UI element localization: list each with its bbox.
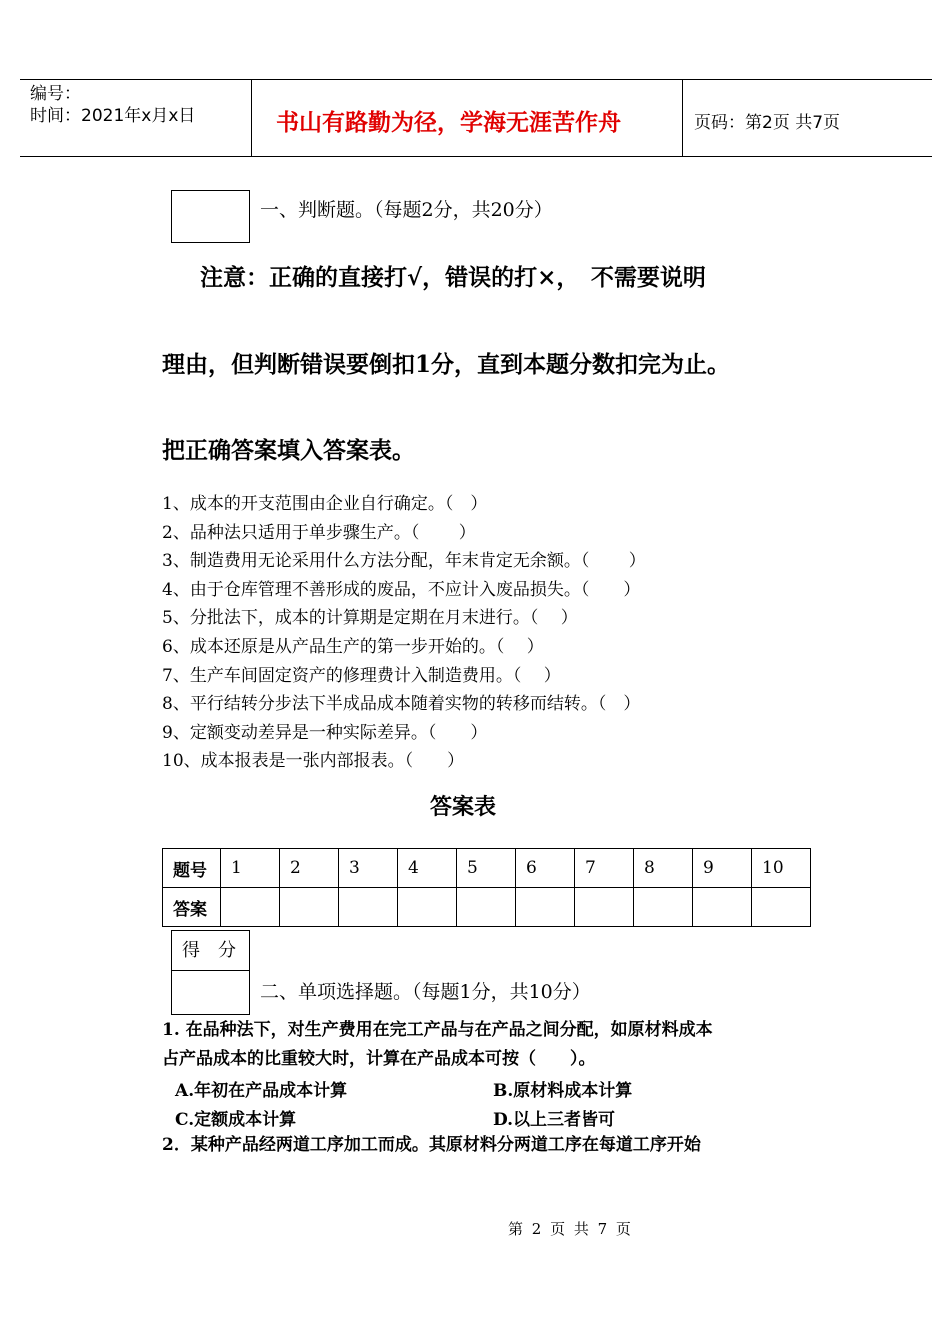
header-top-rule [20,79,932,80]
mc-option-a: A.年初在产品成本计算 [175,1081,348,1101]
header-divider-2 [682,79,683,157]
header-bottom-rule [20,156,932,157]
table-cell: 2 [280,849,339,888]
answer-cell[interactable] [457,888,516,927]
list-item: 3、制造费用无论采用什么方法分配，年末肯定无余额。（ ） [162,551,646,572]
header-motto: 书山有路勤为径，学海无涯苦作舟 [276,110,621,136]
answer-cell[interactable] [575,888,634,927]
header-page-label: 页码：第2页 共7页 [694,113,841,133]
table-header-cell: 题号 [163,849,221,888]
doc-number-label: 编号： [30,84,81,104]
table-cell: 8 [634,849,693,888]
score-box-section1 [171,190,250,243]
answer-cell[interactable] [634,888,693,927]
section1-note-line1: 注意：正确的直接打√，错误的打×， 不需要说明 [200,264,706,291]
section1-note-line3: 把正确答案填入答案表。 [162,437,415,464]
answer-cell[interactable] [693,888,752,927]
score-box-divider [171,970,250,971]
true-false-question-list [162,490,646,776]
score-box-label: 得 分 [182,940,236,961]
table-cell: 10 [752,849,811,888]
answer-cell[interactable] [221,888,280,927]
doc-time-label: 时间：2021年x月x日 [30,106,196,126]
mc-option-b: B.原材料成本计算 [493,1081,633,1101]
table-cell: 1 [221,849,280,888]
mc-question-1-line1: 1. 在品种法下，对生产费用在完工产品与在产品之间分配，如原材料成本 [162,1020,713,1040]
answer-cell[interactable] [280,888,339,927]
list-item: 4、由于仓库管理不善形成的废品，不应计入废品损失。（ ） [162,579,641,600]
answer-table-title: 答案表 [430,794,497,820]
mc-question-2-line1: 2．某种产品经两道工序加工而成。其原材料分两道工序在每道工序开始 [162,1135,701,1155]
table-row [163,888,811,927]
answer-cell[interactable] [339,888,398,927]
section1-title: 一、判断题。（每题2分，共20分） [260,199,553,221]
table-cell: 7 [575,849,634,888]
list-item: 5、分批法下，成本的计算期是定期在月末进行。（ ） [162,608,578,629]
table-cell: 3 [339,849,398,888]
mc-option-d: D.以上三者皆可 [493,1110,616,1130]
mc-option-c: C.定额成本计算 [175,1110,297,1130]
list-item: 7、生产车间固定资产的修理费计入制造费用。（ ） [162,665,561,686]
list-item: 2、品种法只适用于单步骤生产。（ ） [162,522,476,543]
table-row [163,849,811,888]
section2-title: 二、单项选择题。（每题1分，共10分） [260,981,591,1003]
header-divider-1 [251,79,252,157]
table-cell: 6 [516,849,575,888]
table-cell: 5 [457,849,516,888]
list-item: 10、成本报表是一张内部报表。（ ） [162,751,465,772]
page-footer: 第 2 页 共 7 页 [508,1220,633,1238]
mc-question-1-line2: 占产品成本的比重较大时，计算在产品成本可按（ ）。 [162,1049,596,1069]
table-cell: 4 [398,849,457,888]
list-item: 8、平行结转分步法下半成品成本随着实物的转移而结转。（ ） [162,694,641,715]
answer-cell[interactable] [516,888,575,927]
answer-cell[interactable] [398,888,457,927]
section1-note-line2: 理由，但判断错误要倒扣1分，直到本题分数扣完为止。 [162,351,731,378]
answer-cell[interactable] [752,888,811,927]
list-item: 6、成本还原是从产品生产的第一步开始的。（ ） [162,636,544,657]
answer-table [162,848,811,927]
list-item: 9、定额变动差异是一种实际差异。（ ） [162,722,488,743]
list-item: 1、成本的开支范围由企业自行确定。（ ） [162,494,488,514]
table-cell: 9 [693,849,752,888]
table-header-cell: 答案 [163,888,221,927]
